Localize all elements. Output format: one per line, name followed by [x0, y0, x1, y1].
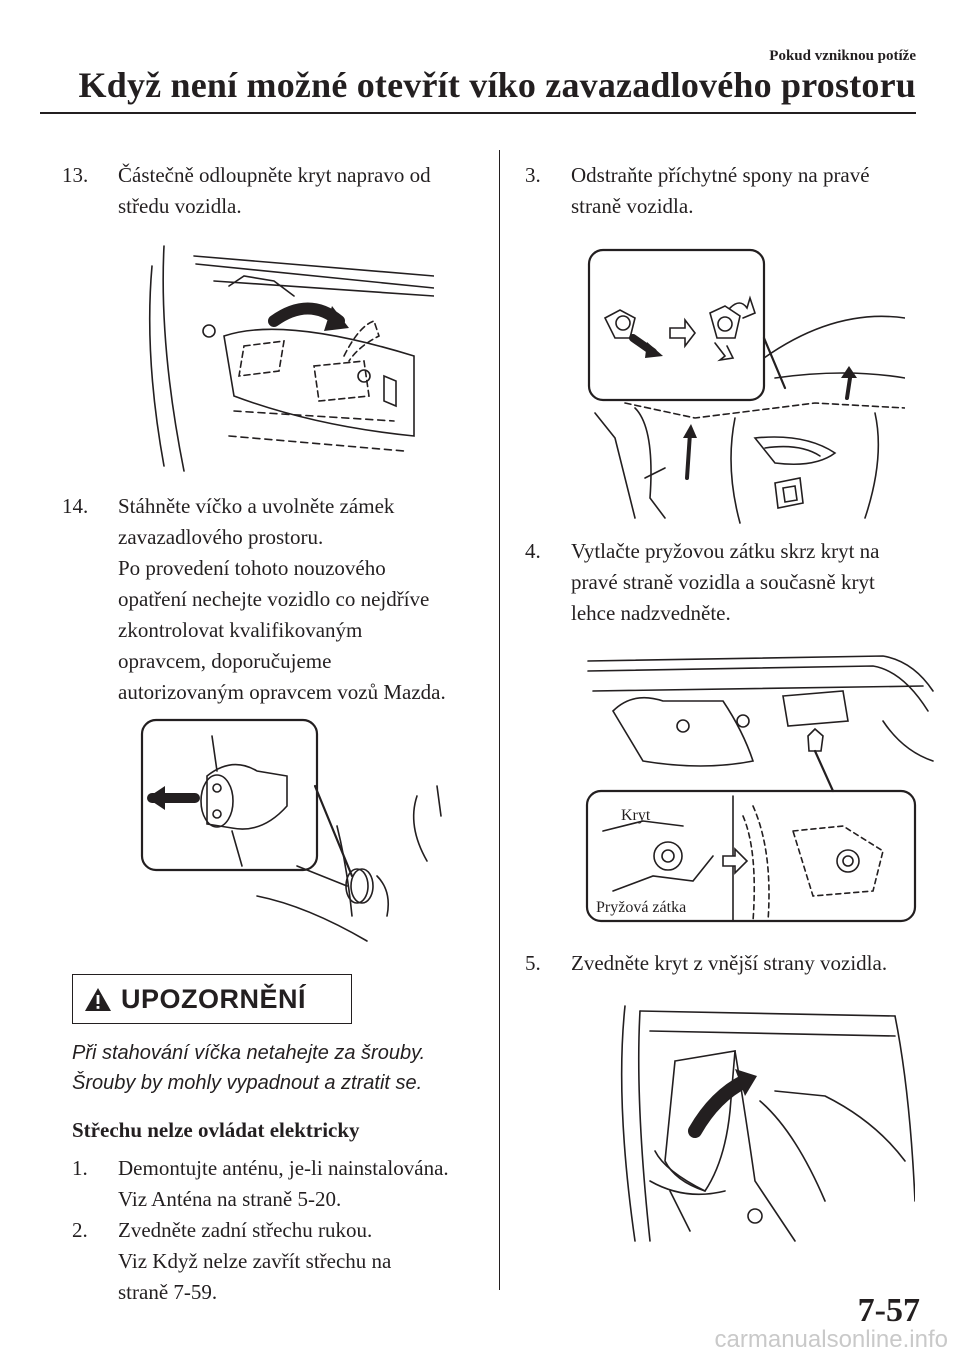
- left-column: [62, 160, 477, 1308]
- step-line: opravcem, doporučujeme: [118, 649, 332, 673]
- page-title: Když není možné otevřít víko zavazadlového prostoru: [78, 65, 916, 105]
- step-number: 2.: [72, 1218, 88, 1242]
- step-14: [62, 491, 477, 708]
- right-column: [525, 160, 925, 1246]
- column-divider: [499, 150, 500, 1290]
- callout-rubber-plug: Pryžová zátka: [596, 899, 687, 916]
- header-section: Pokud vzniknou potíže: [769, 48, 916, 64]
- caution-line: Při stahování víčka netahejte za šrouby.: [72, 1042, 426, 1064]
- figure-retaining-clips: [575, 238, 905, 528]
- step-line: straně vozidla.: [571, 194, 694, 218]
- step-2: [72, 1215, 477, 1308]
- step-1: [72, 1153, 477, 1215]
- step-5: [525, 948, 925, 979]
- step-number: 3.: [525, 163, 541, 187]
- callout-cover: Kryt: [621, 807, 651, 824]
- step-4: [525, 536, 925, 629]
- step-line: zavazadlového prostoru.: [118, 525, 324, 549]
- step-number: 14.: [62, 494, 89, 518]
- figure-rubber-plug: [583, 651, 953, 926]
- caution-box: [72, 974, 352, 1024]
- step-line: Zvedněte kryt z vnější strany vozidla.: [571, 951, 888, 975]
- step-13: [62, 160, 477, 222]
- page-number: 7-57: [857, 1292, 920, 1329]
- step-line: Stáhněte víčko a uvolněte zámek: [118, 494, 395, 518]
- step-line: pravé straně vozidla a současně kryt: [571, 570, 875, 594]
- step-line: Částečně odloupněte kryt napravo od: [118, 163, 431, 187]
- watermark: carmanualsonline.info: [714, 1326, 948, 1353]
- caution-line: Šrouby by mohly vypadnout a ztratit se.: [72, 1072, 423, 1094]
- step-line: Odstraňte příchytné spony na pravé: [571, 163, 870, 187]
- step-number: 1.: [72, 1156, 88, 1180]
- step-line: autorizovaným opravcem vozů Mazda.: [118, 680, 446, 704]
- step-line: Viz Když nelze zavřít střechu na: [118, 1249, 392, 1273]
- step-line: Vytlačte pryžovou zátku skrz kryt na: [571, 539, 880, 563]
- step-line: opatření nechejte vozidlo co nejdříve: [118, 587, 430, 611]
- figure-trunk-cover: [134, 236, 434, 481]
- caution-label: UPOZORNĚNÍ: [121, 983, 307, 1014]
- step-line: Po provedení tohoto nouzového: [118, 556, 386, 580]
- figure-lift-cover: [595, 1001, 915, 1246]
- step-line: zkontrolovat kvalifikovaným: [118, 618, 363, 642]
- step-line: straně 7-59.: [118, 1280, 218, 1304]
- step-3: [525, 160, 925, 222]
- step-number: 5.: [525, 951, 541, 975]
- warning-triangle-icon: [83, 986, 113, 1013]
- step-number: 13.: [62, 163, 89, 187]
- header-rule: [40, 112, 916, 114]
- figure-lock-cap: [137, 716, 467, 956]
- step-number: 4.: [525, 539, 541, 563]
- step-line: lehce nadzvedněte.: [571, 601, 731, 625]
- step-line: Viz Anténa na straně 5-20.: [118, 1187, 342, 1211]
- step-line: Zvedněte zadní střechu rukou.: [118, 1218, 373, 1242]
- step-line: Demontujte anténu, je-li nainstalována.: [118, 1156, 449, 1180]
- section-subheading: Střechu nelze ovládat elektricky: [72, 1118, 360, 1142]
- caution-text: [72, 1038, 477, 1098]
- step-line: středu vozidla.: [118, 194, 242, 218]
